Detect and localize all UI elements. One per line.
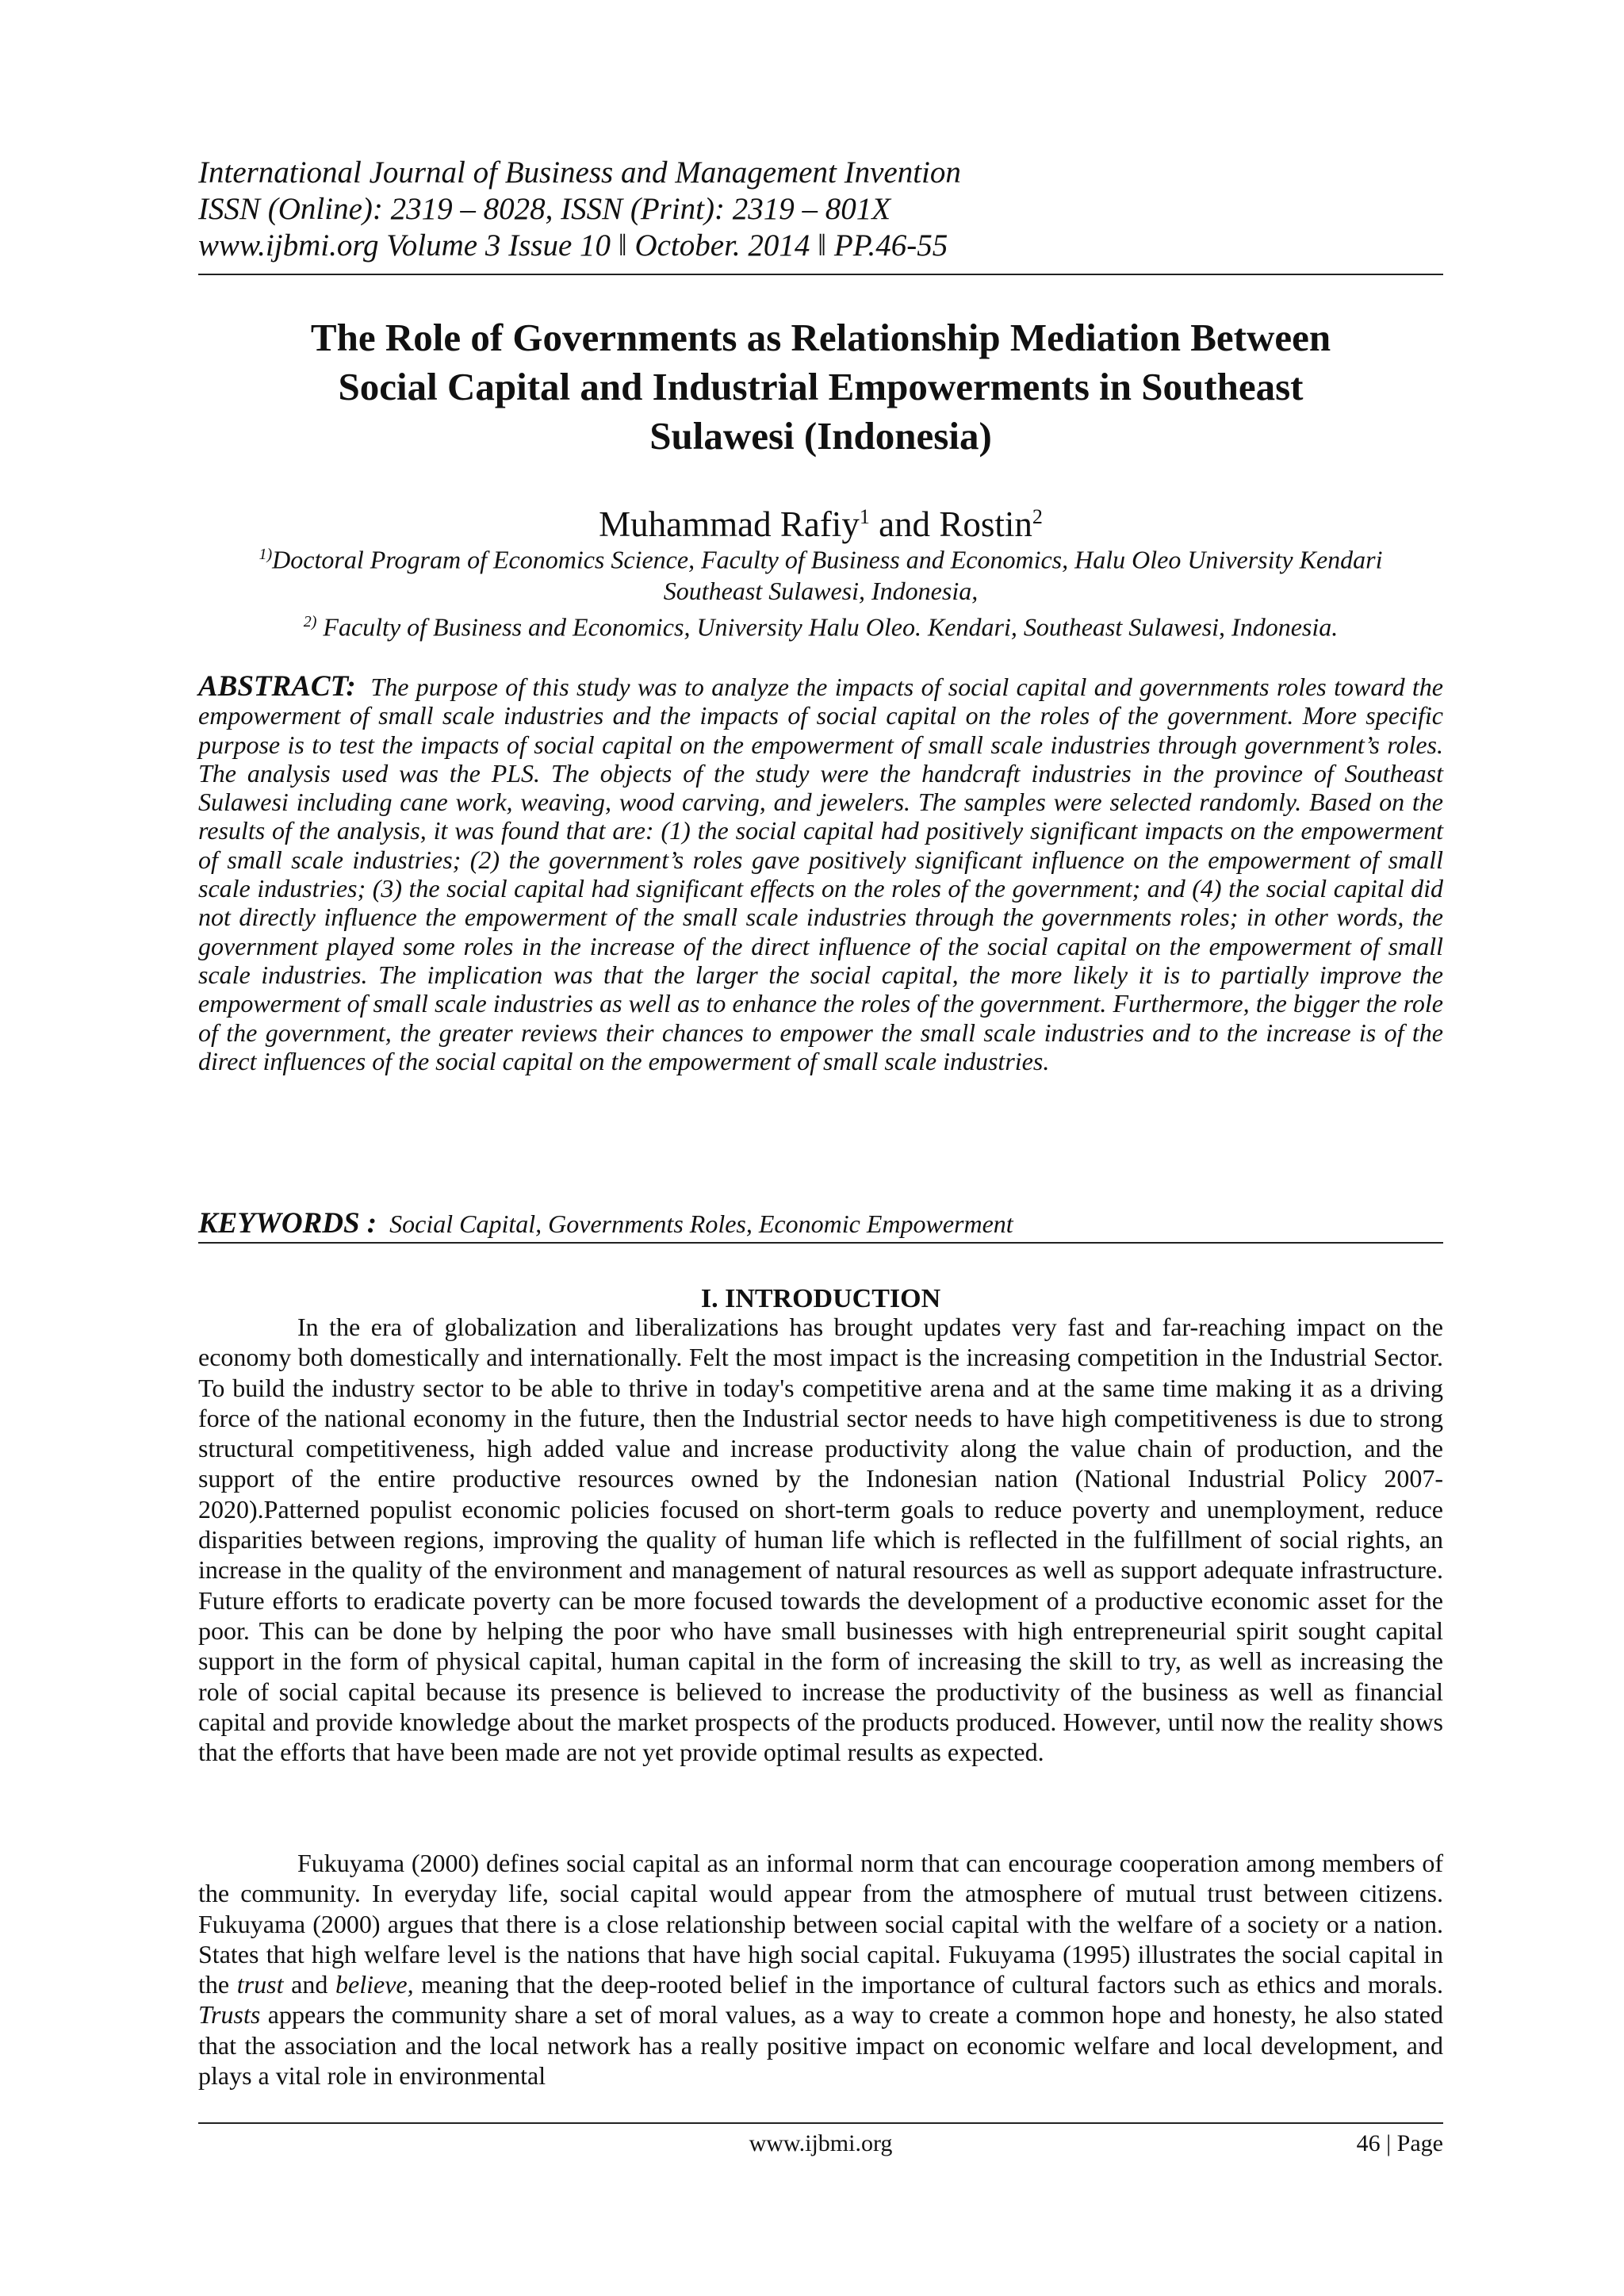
author-1: Muhammad Rafiy (599, 504, 860, 544)
journal-issn: ISSN (Online): 2319 – 8028, ISSN (Print): 2319 – 801X (198, 192, 891, 226)
footer-page-number: 46 | Page (1356, 2130, 1443, 2156)
footer-url: www.ijbmi.org (749, 2130, 893, 2156)
affiliation-1-mark: 1) (259, 546, 273, 563)
affiliation-1-line-2: Southeast Sulawesi, Indonesia, (663, 576, 979, 605)
header-rule (198, 274, 1443, 275)
p2-believe: believe, (335, 1970, 414, 1999)
p2-text-b: and (283, 1970, 336, 1999)
title-line-2: Social Capital and Industrial Empowerments in Southeast (338, 365, 1304, 408)
title-line-3: Sulawesi (Indonesia) (649, 414, 992, 458)
intro-paragraph-1: In the era of globalization and liberalizations has brought updates very fast and far-reaching impact on the economy both domestically and internationally. Felt the most impact is the increasing competition in the Industrial Sector. To build the industry sector to be able to thrive in today's competitive arena and at the same time making it as a driving force of the national economy in the future, then the Industrial sector needs to have high competitiveness is due to strong structural competitiveness, high added value and increase productivity along the value chain of production, and the support of the entire productive resources owned by the Indonesian nation (National Industrial Policy 2007-2020).Patterned populist economic policies focused on short-term goals to reduce poverty and unemployment, reduce disparities between regions, improving the quality of human life which is reflected in the fulfillment of social rights, an increase in the quality of the environment and management of natural resources as well as support adequate infrastructure. Future efforts to eradicate poverty can be more focused towards the development of a productive economic asset for the poor. This can be done by helping the poor who have small businesses with high entrepreneurial spirit sought capital support in the form of physical capital, human capital in the form of increasing the skill to try, as well as increasing the role of social capital because its presence is believed to increase the productivity of the business as well as financial capital and provide knowledge about the market prospects of the products produced. However, until now the reality shows that the efforts that have been made are not yet provide optimal results as expected. (198, 1313, 1443, 1767)
author-2-mark: 2 (1032, 505, 1043, 528)
affiliation-1-line-1: Doctoral Program of Economics Science, Faculty of Business and Economics, Halu Oleo University Kendari (272, 545, 1383, 574)
paper-title (198, 313, 1443, 461)
author-conjunction: and (869, 504, 940, 544)
affiliation-2-mark: 2) (303, 612, 317, 631)
author-2: Rostin (939, 504, 1032, 544)
footer-rule (198, 2122, 1443, 2124)
keywords-label: KEYWORDS : (198, 1207, 377, 1240)
p2-text-d: appears the community share a set of moral values, as a way to create a common hope and honesty, he also stated that the association and the local network has a really positive impact on economic welfare and local development, and plays a vital role in environmental (198, 2000, 1443, 2091)
affiliations (198, 539, 1443, 642)
p2-trust: trust (236, 1970, 284, 1999)
abstract-text: The purpose of this study was to analyze the impacts of social capital and governments roles toward the empowerment of small scale industries and the impacts of social capital on the roles of the government. More specific purpose is to test the impacts of social capital on the empowerment of small scale industries through government’s roles. The analysis used was the PLS. The objects of the study were the handcraft industries in the province of Southeast Sulawesi including cane work, weaving, wood carving, and jewelers. The samples were selected randomly. Based on the results of the analysis, it was found that are: (1) the social capital had positively significant impacts on the empowerment of small scale industries; (2) the government’s roles gave positively significant influence on the empowerment of small scale industries; (3) the social capital had significant effects on the roles of the government; and (4) the social capital did not directly influence the empowerment of the small scale industries through the governments roles; in other words, the government played some roles in the increase of the direct influence of the social capital on the empowerment of small scale industries. The implication was that the larger the social capital, the more likely it is to partially improve the empowerment of small scale industries as well as to enhance the roles of the government. Furthermore, the bigger the role of the government, the greater reviews their chances to empower the small scale industries and to the increase is of the direct influences of the social capital on the empowerment of small scale industries. (198, 673, 1444, 1075)
abstract (198, 670, 1444, 1075)
intro-paragraph-2 (198, 1848, 1443, 2091)
keywords-rule (198, 1242, 1443, 1244)
keywords (198, 1208, 1443, 1240)
abstract-label: ABSTRACT: (198, 670, 356, 703)
affiliation-2 (198, 607, 1443, 643)
affiliation-2-line-1: Faculty of Business and Economics, University Halu Oleo. Kendari, Southeast Sulawesi, Indonesia. (316, 612, 1339, 642)
keywords-text: Social Capital, Governments Roles, Economic Empowerment (389, 1209, 1013, 1238)
author-1-mark: 1 (859, 505, 870, 528)
journal-header (198, 155, 1443, 264)
section-heading-introduction: I. INTRODUCTION (700, 1284, 941, 1313)
title-line-1: The Role of Governments as Relationship Mediation Between (310, 316, 1331, 359)
p2-text-a: Fukuyama (2000) defines social capital as an informal norm that can encourage cooperation among members of the community. In everyday life, social capital would appear from the atmosphere of mutual trust between citizens. Fukuyama (2000) argues that there is a close relationship between social capital with the welfare of a society or a nation. States that high welfare level is the nations that have high social capital. Fukuyama (1995) illustrates the social capital in the (198, 1849, 1443, 1999)
journal-volume: www.ijbmi.org Volume 3 Issue 10 ǁ October. 2014 ǁ PP.46-55 (198, 228, 948, 263)
p2-text-c: meaning that the deep-rooted belief in the importance of cultural factors such as ethics and morals. (413, 1970, 1444, 1999)
p2-trusts: Trusts (198, 2000, 261, 2030)
author-list (198, 496, 1443, 546)
affiliation-1 (198, 539, 1443, 576)
journal-name: International Journal of Business and Management Invention (198, 155, 961, 190)
